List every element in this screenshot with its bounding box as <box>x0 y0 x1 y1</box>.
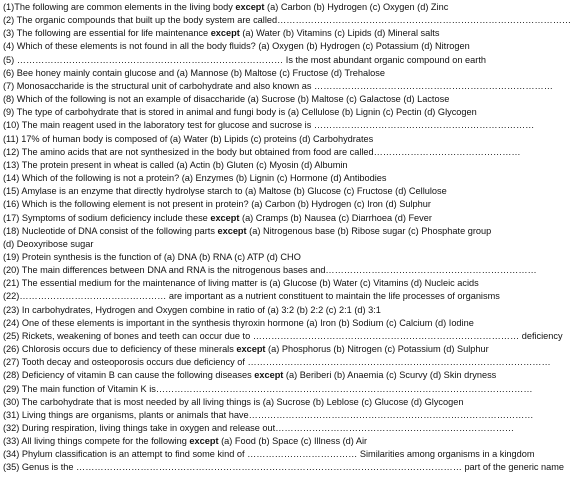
question-line <box>3 172 494 185</box>
question-text: (6) Bee honey mainly contain glucose and (a) Mannose (b) Maltose (c) Fructose (d) Trehalose <box>3 67 385 78</box>
question-line <box>3 304 494 317</box>
question-text: (a) Nitrogenous base (b) Ribose sugar (c) Phosphate group <box>246 225 492 236</box>
question-line <box>3 93 494 106</box>
question-text: (31) Living things are organisms, plants or animals that have………………………………………………………………………………… <box>3 409 534 420</box>
question-text: (21) The essential medium for the maintenance of living matter is (a) Glucose (b) Water (c) Vitamins (d) Nucleic acids <box>3 278 479 289</box>
question-text: (29) The main function of Vitamin K is…………………………………………………………………………………………………………… <box>3 383 533 394</box>
question-line <box>3 409 534 422</box>
question-line <box>3 356 551 369</box>
question-text: (28) Deficiency of vitamin B can cause the following diseases <box>3 370 255 381</box>
question-text: (10) The main reagent used in the laboratory test for glucose and sucrose is ……………………………………………………………… <box>3 120 535 131</box>
question-text: (35) Genus is the ……………………………………………………………………………………………………………… part of the generic name <box>3 462 565 473</box>
question-text: (25) Rickets, weakening of bones and teeth can occur due to …………………………………………………………………………… deficiency <box>3 330 563 341</box>
question-text: (a) Water (b) Vitamins (c) Lipids (d) Mineral salts <box>239 28 440 39</box>
question-text: (26) Chlorosis occurs due to deficiency of these minerals <box>3 344 237 355</box>
question-line <box>3 212 494 225</box>
emphasis-except: except <box>210 212 240 223</box>
question-text: (18) Nucleotide of DNA consist of the following parts <box>3 225 218 236</box>
question-line <box>3 330 563 343</box>
question-text: (a) Food (b) Space (c) Illness (d) Air <box>218 436 368 447</box>
question-line <box>3 383 533 396</box>
question-text: (a) Phosphorus (b) Nitrogen (c) Potassium (d) Sulphur <box>265 344 489 355</box>
question-line <box>3 1 494 14</box>
question-line <box>3 225 494 238</box>
question-text: (34) Phylum classification is an attempt to find some kind of ……………………………… Similarities among organisms in a kingdom <box>3 449 535 460</box>
question-line <box>3 67 494 80</box>
question-text: (8) Which of the following is not an example of disaccharide (a) Sucrose (b) Maltose (c) Galactose (d) Lactose <box>3 94 450 105</box>
question-text: (27) Tooth decay and osteoporosis occurs due deficiency of ……………………………………………………………………………………… <box>3 357 551 368</box>
question-text: (20) The main differences between DNA and RNA is the nitrogenous bases and…………………………………………………………… <box>3 265 537 276</box>
question-line <box>3 14 571 27</box>
question-text: (7) Monosaccharide is the structural unit of carbohydrate and also known as …………………………………………………………………… <box>3 80 553 91</box>
question-line <box>3 251 494 264</box>
question-line <box>3 198 494 211</box>
question-text: (4) Which of these elements is not found in all the body fluids? (a) Oxygen (b) Hydrogen (c) Potassium (d) Nitrogen <box>3 41 470 52</box>
question-line <box>3 422 515 435</box>
question-line <box>3 343 494 356</box>
question-text: (12) The amino acids that are not synthesized in the body but obtained from food are called………………………………………… <box>3 146 521 157</box>
question-text: (a) Beriberi (b) Anaemia (c) Scurvy (d) Skin dryness <box>283 370 497 381</box>
question-text: (19) Protein synthesis is the function of (a) DNA (b) RNA (c) ATP (d) CHO <box>3 251 301 262</box>
question-line <box>3 185 494 198</box>
question-line <box>3 40 494 53</box>
question-line <box>3 369 497 382</box>
question-line <box>3 448 535 461</box>
question-text: (32) During respiration, living things take in oxygen and release out…………………………………………………………………… <box>3 423 515 433</box>
question-line <box>3 317 494 330</box>
question-text: (33) All living things compete for the following <box>3 436 190 447</box>
emphasis-except: except <box>217 225 247 236</box>
question-text: (5) …………………………………………………………………………… Is the most abundant organic compound on earth <box>3 54 486 65</box>
question-text: (3) The following are essential for life maintenance <box>3 28 211 39</box>
question-line <box>3 159 494 172</box>
question-text: (15) Amylase is an enzyme that directly hydrolyse starch to (a) Maltose (b) Glucose (c) Fructose (d) Cellulose <box>3 186 447 197</box>
question-text: (23) In carbohydrates, Hydrogen and Oxygen combine in ratio of (a) 3:2 (b) 2:2 (c) 2:1 (d) 3:1 <box>3 304 381 315</box>
question-line <box>3 435 494 448</box>
question-text: (22)………………………………………… are important as a nutrient constituent to maintain the life processes of organisms <box>3 291 500 302</box>
question-line <box>3 119 535 132</box>
question-text: (1)The following are common elements in the living body <box>3 2 236 12</box>
emphasis-except: except <box>210 28 240 39</box>
question-line <box>3 290 500 303</box>
emphasis-except: except <box>189 436 219 447</box>
question-text: (d) Deoxyribose sugar <box>3 238 94 249</box>
question-line <box>3 146 521 159</box>
emphasis-except: except <box>235 2 265 12</box>
question-text: (2) The organic compounds that built up the body system are called…………………………………………………………………………………… <box>3 15 571 26</box>
question-line <box>3 461 565 474</box>
question-line <box>3 264 537 277</box>
question-line <box>3 396 494 409</box>
emphasis-except: except <box>254 370 284 381</box>
question-text: (16) Which is the following element is not present in protein? (a) Carbon (b) Hydrogen (c) Iron (d) Sulphur <box>3 199 431 210</box>
question-line <box>3 54 494 67</box>
question-text: (13) The protein present in wheat is called (a) Actin (b) Gluten (c) Myosin (d) Albumin <box>3 159 348 170</box>
question-text: (9) The type of carbohydrate that is stored in animal and fungi body is (a) Cellulose (b) Lignin (c) Pectin (d) Glycogen <box>3 107 477 118</box>
question-text: (a) Carbon (b) Hydrogen (c) Oxygen (d) Zinc <box>264 2 449 12</box>
question-text: (a) Cramps (b) Nausea (c) Diarrhoea (d) Fever <box>239 212 432 223</box>
question-text: (24) One of these elements is important in the synthesis thyroxin hormone (a) Iron (b) Sodium (c) Calcium (d) Iodine <box>3 317 474 328</box>
question-text: (14) Which of the following is not a protein? (a) Enzymes (b) Lignin (c) Hormone (d) Antibodies <box>3 173 387 184</box>
question-line <box>3 133 494 146</box>
question-line <box>3 238 494 251</box>
question-line <box>3 106 494 119</box>
question-line <box>3 27 494 40</box>
question-text: (11) 17% of human body is composed of (a) Water (b) Lipids (c) proteins (d) Carbohydrates <box>3 133 374 144</box>
question-text: (30) The carbohydrate that is most needed by all living things is (a) Sucrose (b) Leblose (c) Glucose (d) Glycogen <box>3 396 464 407</box>
emphasis-except: except <box>236 344 266 355</box>
question-text: (17) Symptoms of sodium deficiency include these <box>3 212 211 223</box>
question-line <box>3 277 494 290</box>
question-line <box>3 80 553 93</box>
